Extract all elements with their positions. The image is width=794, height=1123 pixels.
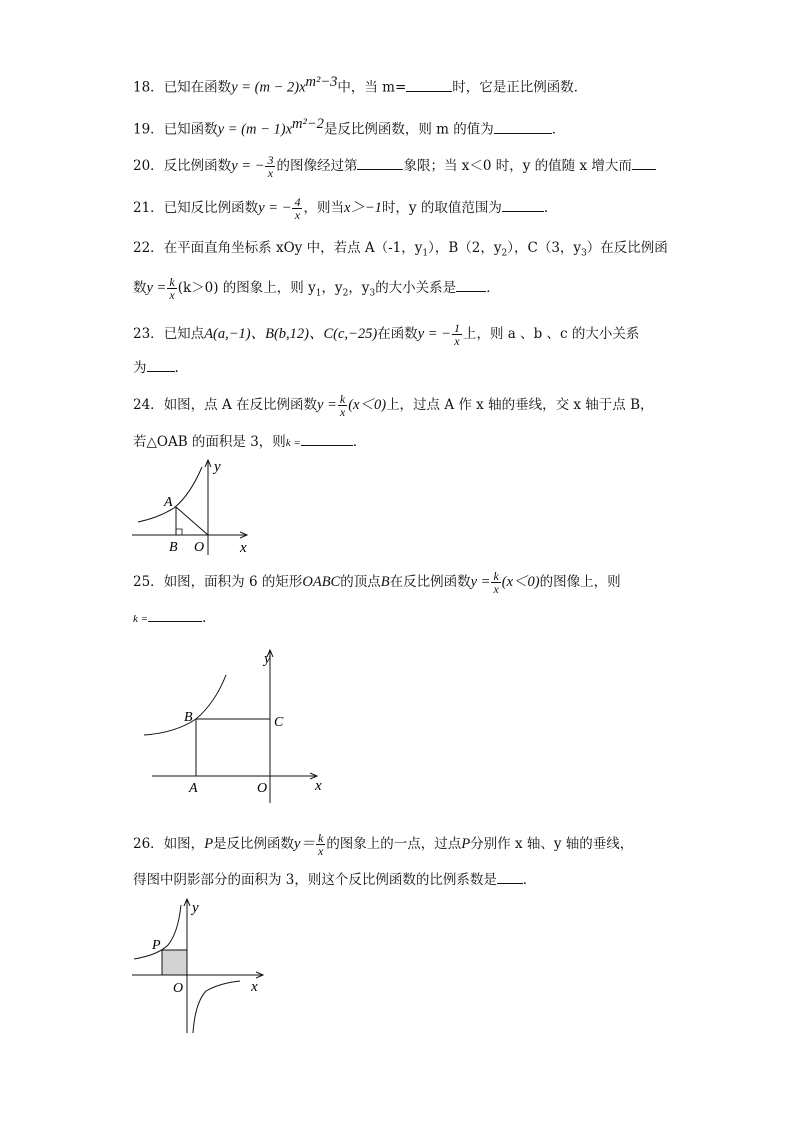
- q18-text-c: 时，它是正比例函数．: [452, 79, 588, 96]
- q22-sub-2: 2: [501, 248, 508, 259]
- q26-fraction: [316, 832, 325, 857]
- q23-text-d: 为: [133, 360, 147, 376]
- q25-answer-blank[interactable]: [148, 609, 202, 622]
- q26-frac-numerator: k: [317, 831, 324, 845]
- q26-number: 26．: [133, 836, 164, 852]
- q25-frac-denominator: x: [493, 582, 499, 596]
- q24-answer-blank[interactable]: [301, 433, 353, 446]
- q25-point-B: B: [380, 574, 390, 590]
- q23-answer-blank[interactable]: [147, 359, 175, 372]
- q22-text-d: ）在反比例函: [586, 240, 668, 256]
- q25-k-equals: k =: [133, 613, 149, 625]
- q22-sub-t2: 2: [342, 288, 349, 299]
- q24-frac-numerator: k: [339, 392, 346, 406]
- q23-number: 23．: [133, 326, 164, 342]
- q18-text-b: 中，当 m=: [337, 79, 407, 96]
- q26-label-P: P: [152, 938, 161, 953]
- q21-text-d: .: [543, 200, 549, 216]
- q22-text-b: ），B（2，y: [428, 240, 502, 256]
- q19-number: 19．: [133, 121, 164, 138]
- q21-fraction: [292, 196, 302, 221]
- q18-text-a: 已知在函数: [163, 79, 232, 96]
- q20-text-c: 象限；当 x＜0 时，y 的值随 x 增大而: [403, 158, 632, 174]
- q20-text-b: 的图像经过第: [276, 158, 358, 174]
- q22-sub-t1: 1: [315, 288, 322, 299]
- q22-text-j: ．: [486, 280, 500, 296]
- q18-number: 18．: [133, 79, 164, 96]
- q22-text-g: ，y: [321, 280, 343, 296]
- q26-eq-left: y＝: [294, 836, 315, 852]
- q26-shaded-rectangle: [162, 950, 187, 975]
- q24-label-B: B: [169, 540, 178, 555]
- q21-text-b: ，则当: [303, 200, 344, 216]
- q20-text-a: 反比例函数: [163, 158, 232, 174]
- q25-label-A: A: [189, 781, 198, 796]
- q23-text-b: 在函数: [377, 326, 418, 342]
- question-26-line-1: [133, 832, 633, 857]
- q25-label-B: B: [184, 710, 193, 725]
- q26-text-b: 是反比例函数: [213, 836, 295, 852]
- q26-text-a: 如图，: [163, 836, 205, 852]
- q24-number: 24．: [133, 397, 164, 413]
- q21-answer-blank[interactable]: [502, 199, 544, 212]
- q26-text-e: 得图中阴影部分的面积为 3，则这个反比例函数的比例系数是: [133, 872, 497, 888]
- q24-figure: [128, 455, 258, 560]
- q26-point-P2: P: [461, 836, 471, 852]
- q25-text-c: 在反比例函数: [389, 574, 471, 590]
- q20-frac-denominator: x: [267, 166, 274, 180]
- q19-equation: y = (m − 1)x: [217, 121, 293, 138]
- q24-label-y: y: [214, 459, 221, 475]
- q25-figure: [140, 645, 335, 807]
- q24-segment-AO: [176, 507, 208, 535]
- q24-text-c: 若△OAB 的面积是 3，则: [133, 434, 286, 450]
- q22-text-a: 在平面直角坐标系 xOy 中，若点 A（-1，y: [163, 240, 423, 256]
- question-24-line-1: [133, 393, 654, 418]
- q24-k-equals: k =: [285, 437, 301, 449]
- q19-text-a: 已知函数: [163, 121, 218, 138]
- q18-exponent: m²−3: [305, 74, 338, 90]
- question-20: [133, 154, 656, 179]
- q25-number: 25．: [133, 574, 164, 590]
- q22-number: 22．: [133, 240, 164, 256]
- question-26-line-2: [133, 870, 536, 890]
- q25-label-x: x: [315, 778, 322, 794]
- q25-label-C: C: [274, 715, 284, 730]
- question-24-line-2: [133, 432, 366, 453]
- q24-right-angle-mark: [176, 529, 182, 535]
- question-25-line-2: [133, 608, 216, 629]
- q22-text-h: ，y: [348, 280, 370, 296]
- q20-answer-blank-2[interactable]: [632, 157, 656, 170]
- q26-figure: [128, 895, 268, 1040]
- q22-text-f: (k＞0) 的图象上，则 y: [177, 280, 316, 296]
- question-18: [133, 72, 587, 98]
- q25-text-b: 的顶点: [340, 574, 381, 590]
- q26-point-P: P: [204, 836, 214, 852]
- q22-frac-numerator: k: [169, 275, 175, 289]
- q21-text-c: 时，y 的取值范围为: [381, 200, 502, 216]
- q25-eq-left: y =: [470, 574, 491, 590]
- q22-sub-t3: 3: [369, 288, 376, 299]
- q21-condition: x＞−1: [343, 200, 382, 216]
- q23-text-c: 上，则 a 、b 、c 的大小关系: [462, 326, 640, 342]
- q18-equation: y = (m − 2)x: [231, 79, 306, 96]
- q19-text-b: 是反比例函数，则 m 的值为: [323, 121, 494, 138]
- q24-condition: (x＜0): [348, 397, 387, 413]
- q21-text-a: 已知反比例函数: [163, 200, 259, 216]
- q19-text-c: ．: [551, 121, 566, 138]
- q26-text-d: 分别作 x 轴、y 轴的垂线，: [470, 836, 634, 852]
- question-22-line-1: [133, 238, 668, 264]
- q23-points: A(a,−1)、B(b,12)、C(c,−25): [204, 326, 378, 342]
- question-23-line-1: [133, 322, 639, 347]
- q22-sub-3: 3: [581, 248, 587, 259]
- q24-label-O: O: [194, 540, 205, 555]
- q25-label-O: O: [257, 781, 268, 796]
- q24-label-A: A: [164, 495, 173, 510]
- q19-exponent: m²−2: [292, 116, 324, 132]
- q25-rect-name: OABC: [302, 574, 341, 590]
- q22-eq-left: y =: [146, 280, 167, 296]
- q26-answer-blank[interactable]: [497, 871, 523, 884]
- q23-frac-numerator: 1: [453, 321, 460, 335]
- q25-hyperbola-curve: [144, 675, 226, 735]
- q25-fraction: [491, 570, 500, 595]
- q24-frac-denominator: x: [339, 405, 346, 419]
- q24-eq-left: y =: [317, 397, 337, 413]
- q22-sub-1: 1: [422, 248, 429, 259]
- q25-text-d: 的图像上，则: [539, 574, 621, 590]
- q22-frac-denominator: x: [169, 288, 175, 302]
- q26-text-f: ．: [522, 872, 537, 888]
- q22-fraction: [167, 276, 176, 301]
- question-23-line-2: [133, 358, 179, 378]
- q20-frac-numerator: 3: [267, 153, 274, 167]
- q26-label-O: O: [173, 981, 184, 996]
- q26-label-y: y: [192, 900, 199, 916]
- q24-label-x: x: [240, 540, 247, 556]
- question-25-line-1: [133, 570, 621, 595]
- q21-frac-denominator: x: [294, 208, 301, 222]
- q22-text-e: 数: [133, 280, 147, 296]
- q21-eq-left: y = −: [258, 200, 292, 216]
- q25-frac-numerator: k: [493, 569, 499, 583]
- q24-text-a: 如图，点 A 在反比例函数: [163, 397, 318, 413]
- q19-answer-blank[interactable]: [494, 121, 552, 134]
- q24-text-b: 上，过点 A 作 x 轴的垂线，交 x 轴于点 B，: [386, 397, 654, 413]
- question-22-line-2: [133, 276, 500, 304]
- q22-text-i: 的大小关系是: [375, 280, 457, 296]
- q26-frac-denominator: x: [317, 844, 324, 858]
- q23-eq-left: y = −: [417, 326, 451, 342]
- q20-fraction: [265, 154, 275, 179]
- q25-rectangle-OABC: [196, 719, 270, 776]
- q22-answer-blank[interactable]: [456, 279, 486, 292]
- q24-fraction: [338, 393, 347, 418]
- q20-eq-left: y = −: [231, 158, 265, 174]
- question-19: [133, 114, 565, 140]
- q23-text-e: .: [174, 360, 179, 376]
- q26-label-x: x: [251, 979, 258, 995]
- q26-hyperbola-branch-right: [193, 981, 240, 1033]
- q25-label-y: y: [264, 651, 271, 667]
- q20-answer-blank-1[interactable]: [357, 157, 403, 170]
- q21-frac-numerator: 4: [294, 195, 301, 209]
- q24-text-d: ．: [352, 434, 367, 450]
- question-21: [133, 196, 548, 221]
- q25-text-a: 如图，面积为 6 的矩形: [163, 574, 303, 590]
- q25-condition: (x＜0): [501, 574, 540, 590]
- q23-text-a: 已知点: [163, 326, 205, 342]
- q23-frac-denominator: x: [454, 334, 460, 348]
- q22-text-c: ），C（3，y: [507, 240, 582, 256]
- q23-fraction: [452, 322, 462, 347]
- q18-answer-blank[interactable]: [406, 79, 452, 92]
- q21-number: 21．: [133, 200, 164, 216]
- q26-text-c: 的图象上的一点，过点: [326, 836, 462, 852]
- q25-text-e: ．: [202, 610, 216, 626]
- q20-number: 20．: [133, 158, 164, 174]
